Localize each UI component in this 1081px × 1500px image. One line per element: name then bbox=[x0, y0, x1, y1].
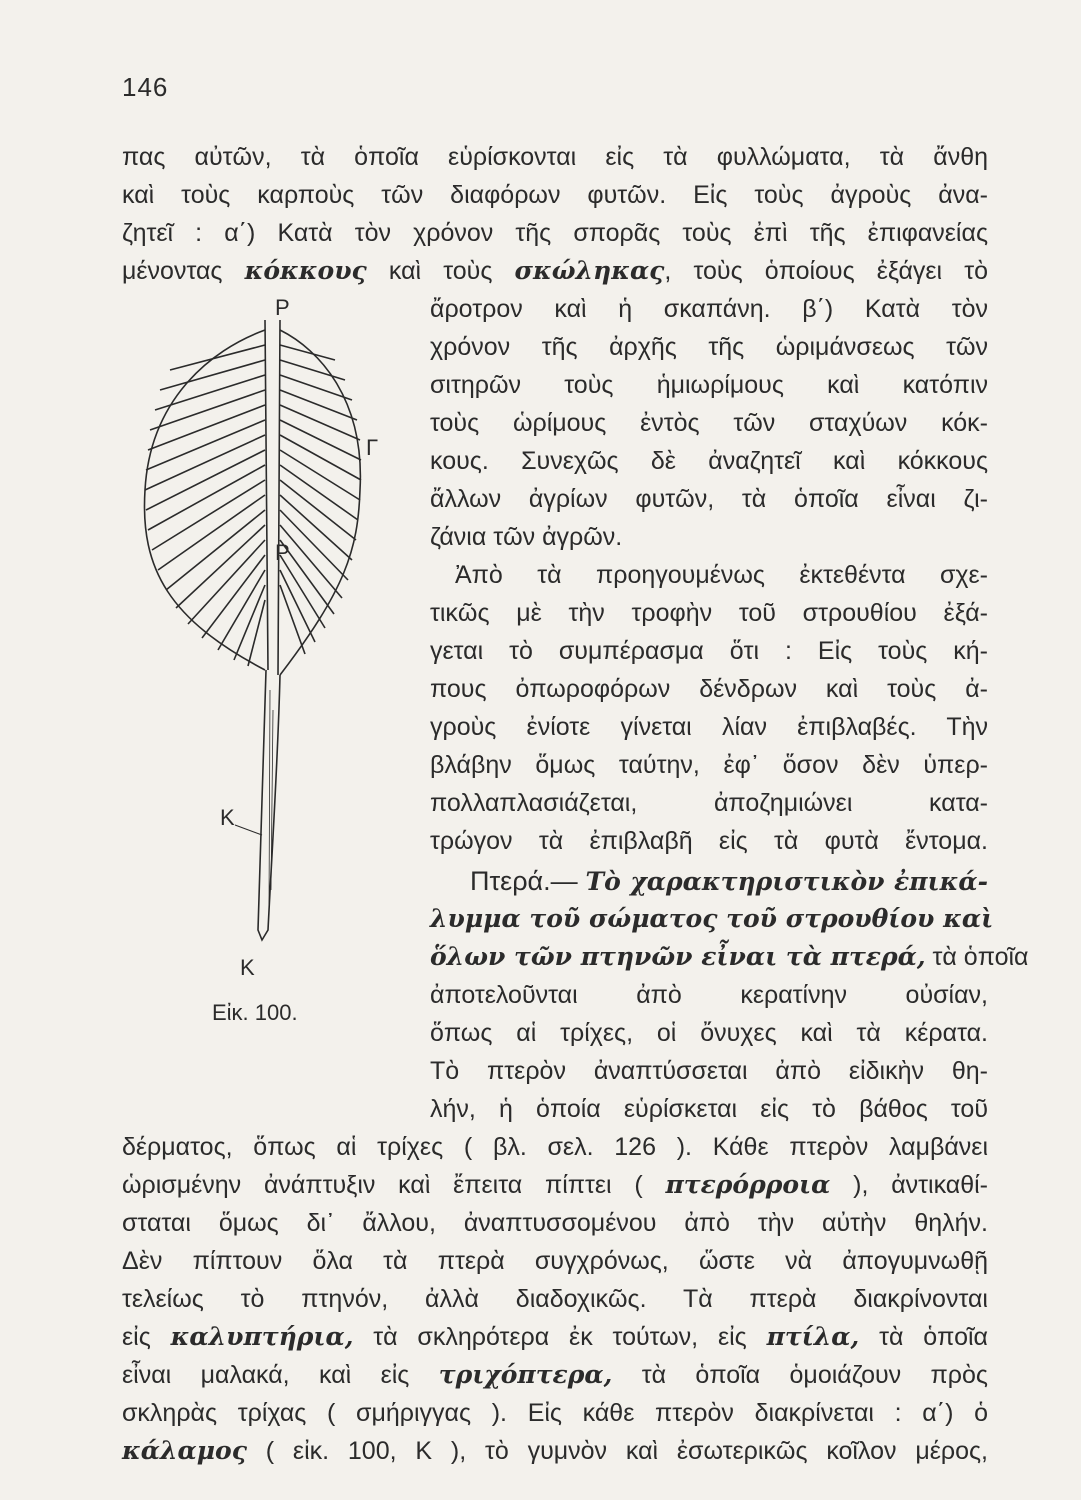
figure-caption: Εἰκ. 100. bbox=[212, 1000, 298, 1025]
barbs-left bbox=[145, 345, 265, 666]
bold-term: ὅλων τῶν πτηνῶν εἶναι τὰ πτερά, bbox=[430, 942, 926, 971]
bold-term: τριχόπτερα, bbox=[438, 1360, 613, 1389]
text-line: λυμμα τοῦ σώματος τοῦ στρουθίου καὶ bbox=[430, 904, 994, 933]
text-segment: , τοὺς ὁποίους ἐξάγει τὸ bbox=[664, 257, 989, 285]
bold-term: Τὸ χαρακτηριστικὸν ἐπικά- bbox=[585, 867, 988, 896]
text-segment: τὰ ὁποῖα bbox=[879, 1323, 988, 1351]
label-calamus-left: Κ bbox=[220, 805, 235, 830]
text-line bbox=[430, 938, 1029, 976]
text-segment: τὰ σκληρότερα ἐκ τούτων, εἰς bbox=[373, 1323, 747, 1351]
text-segment: εἰς bbox=[122, 1323, 151, 1351]
bold-term: κόκκους bbox=[244, 256, 367, 285]
text-line bbox=[122, 1432, 988, 1470]
text-line bbox=[122, 1356, 988, 1394]
text-line: δέρματος, ὅπως αἱ τρίχες ( βλ. σελ. 126 ). Κάθε πτερὸν λαμβάνει bbox=[122, 1133, 988, 1161]
barbs-right bbox=[280, 345, 361, 654]
label-calamus-bottom: Κ bbox=[240, 955, 255, 980]
text-line: ἀποτελοῦνται ἀπὸ κερατίνην οὐσίαν, bbox=[430, 981, 988, 1009]
label-rachis-top: Ρ bbox=[275, 295, 290, 320]
bold-term: σκώληκας bbox=[514, 256, 665, 285]
bold-term: πτερόρροια bbox=[665, 1170, 831, 1199]
text-line: πας αὐτῶν, τὰ ὁποῖα εὑρίσκονται εἰς τὰ φυλλώματα, τὰ ἄνθη bbox=[122, 143, 988, 171]
text-line: τοὺς ὡρίμους ἐντὸς τῶν σταχύων κόκ- bbox=[430, 409, 988, 437]
text-line: κους. Συνεχῶς δὲ ἀναζητεῖ καὶ κόκκους bbox=[430, 447, 988, 475]
text-line: τικῶς μὲ τὴν τροφὴν τοῦ στρουθίου ἐξά- bbox=[430, 599, 988, 627]
text-line: ὅπως αἱ τρίχες, οἱ ὄνυχες καὶ τὰ κέρατα. bbox=[430, 1019, 988, 1047]
text-line: βλάβην ὅμως ταύτην, ἐφ᾽ ὅσον δὲν ὑπερ- bbox=[430, 751, 988, 779]
bold-term: καλυπτήρια, bbox=[170, 1322, 354, 1351]
text-line: Δὲν πίπτουν ὅλα τὰ πτερὰ συγχρόνως, ὥστε νὰ ἀπογυμνωθῇ bbox=[122, 1247, 988, 1275]
rachis bbox=[265, 320, 280, 675]
text-line bbox=[122, 1318, 988, 1356]
text-line: πολλαπλασιάζεται, ἀποζημιώνει κατα- bbox=[430, 789, 988, 817]
text-line: τρώγον τὰ ἐπιβλαβῆ εἰς τὰ φυτὰ ἔντομα. bbox=[430, 827, 988, 855]
text-line: χρόνον τῆς ἀρχῆς τῆς ὡριμάνσεως τῶν bbox=[430, 333, 988, 361]
label-rachis-mid: Ρ bbox=[275, 540, 290, 565]
text-segment: τὰ ὁποῖα bbox=[932, 943, 1029, 971]
text-line: ζάνια τῶν ἀγρῶν. bbox=[430, 523, 623, 551]
bold-term: πτίλα, bbox=[766, 1322, 860, 1351]
text-line: λήν, ἡ ὁποία εὑρίσκεται εἰς τὸ βάθος τοῦ bbox=[430, 1095, 988, 1123]
text-line: καὶ τοὺς καρποὺς τῶν διαφόρων φυτῶν. Εἰς τοὺς ἀγροὺς ἀνα- bbox=[122, 181, 988, 209]
text-line bbox=[122, 1166, 988, 1204]
page-number: 146 bbox=[122, 72, 169, 102]
text-line: σκληρὰς τρίχας ( σμήριγγας ). Εἰς κάθε πτερὸν διακρίνεται : α΄) ὁ bbox=[122, 1399, 988, 1427]
text-line: σταται ὅμως δι᾽ ἄλλου, ἀναπτυσσομένου ἀπὸ τὴν αὐτὴν θηλήν. bbox=[122, 1209, 988, 1237]
text-segment: τὰ ὁποῖα ὁμοιάζουν πρὸς bbox=[641, 1361, 988, 1389]
label-vane: Γ bbox=[366, 435, 379, 460]
text-line: Ἀπὸ τὰ προηγουμένως ἐκτεθέντα σχε- bbox=[455, 561, 988, 589]
text-line: γροὺς ἐνίοτε γίνεται λίαν ἐπιβλαβές. Τὴν bbox=[430, 713, 988, 741]
text-segment: μένοντας bbox=[122, 257, 223, 285]
section-heading: Πτερά.— bbox=[470, 866, 578, 896]
text-line: ἄροτρον καὶ ἡ σκαπάνη. β΄) Κατὰ τὸν bbox=[430, 295, 988, 323]
text-segment: καὶ τοὺς bbox=[388, 257, 493, 285]
text-line: Τὸ πτερὸν ἀναπτύσσεται ἀπὸ εἰδικὴν θη- bbox=[430, 1057, 988, 1085]
text-line: ζητεῖ : α΄) Κατὰ τὸν χρόνον τῆς σπορᾶς τοὺς ἐπὶ τῆς ἐπιφανείας bbox=[122, 219, 988, 247]
text-segment: ), ἀντικαθί- bbox=[853, 1171, 989, 1199]
calamus-pointer bbox=[235, 825, 262, 835]
text-segment: εἶναι μαλακά, καὶ εἰς bbox=[122, 1361, 410, 1389]
text-line: σιτηρῶν τοὺς ἡμιωρίμους καὶ κατόπιν bbox=[430, 371, 988, 399]
text-line: ἄλλων ἀγρίων φυτῶν, τὰ ὁποῖα εἶναι ζι- bbox=[430, 485, 988, 513]
text-segment: ( εἰκ. 100, Κ ), τὸ γυμνὸν καὶ ἐσωτερικῶς κοῖλον μέρος, bbox=[265, 1437, 988, 1465]
text-line: γεται τὸ συμπέρασμα ὅτι : Εἰς τοὺς κή- bbox=[430, 637, 988, 665]
text-segment: ὡρισμένην ἀνάπτυξιν καὶ ἔπειτα πίπτει ( bbox=[122, 1171, 643, 1199]
text-line: πους ὀπωροφόρων δένδρων καὶ τοὺς ἀ- bbox=[430, 675, 988, 703]
text-line bbox=[470, 862, 988, 901]
vane-right-outline bbox=[280, 330, 360, 675]
calamus-hatching bbox=[269, 690, 273, 910]
bold-term: κάλαμος bbox=[122, 1436, 247, 1465]
text-line bbox=[122, 252, 988, 290]
feather-illustration bbox=[130, 290, 420, 990]
text-line: τελείως τὸ πτηνόν, ἀλλὰ διαδοχικῶς. Τὰ πτερὰ διακρίνονται bbox=[122, 1285, 988, 1313]
feather-figure bbox=[130, 290, 420, 990]
